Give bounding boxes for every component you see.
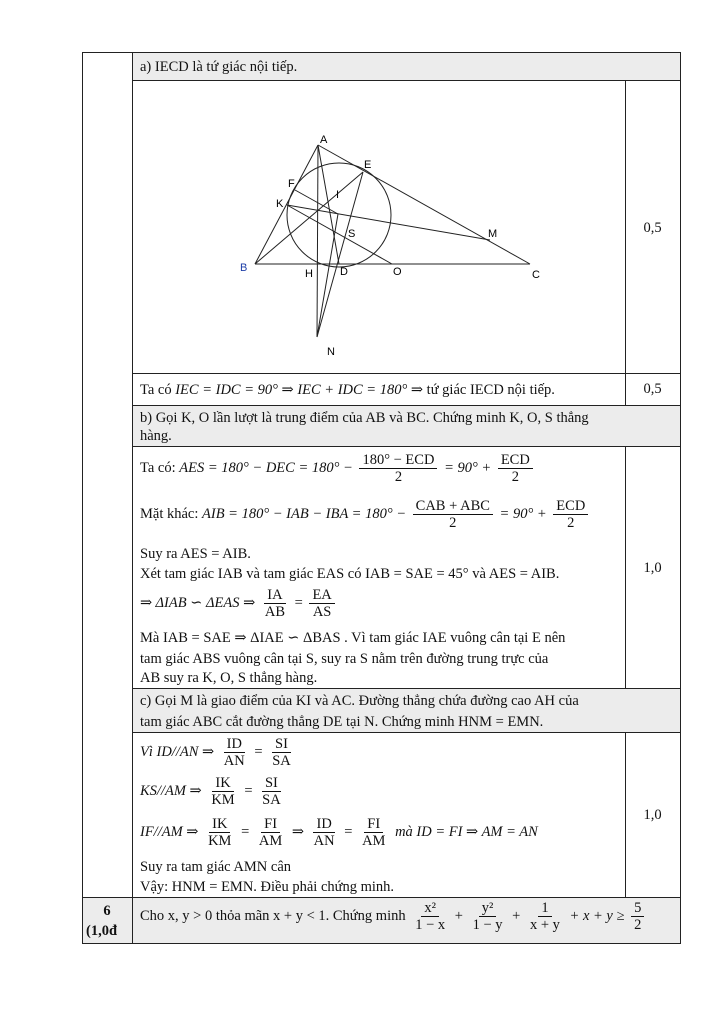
part-b-line1: Ta có: AES = 180° − DEC = 180° − $\frac{\text{180° − ECD}}{2}$ = 90° + $\frac{\text{ECD}}{2}$ (140, 452, 536, 485)
part-c-line1: Vì ID//AN ⇒ $\frac{ID}{AN}$ = $\frac{SI}{SA}$ (140, 736, 291, 769)
segment-IN (317, 214, 338, 337)
label-D: D (340, 266, 348, 278)
circle-outline (287, 163, 391, 267)
segment-EN (317, 172, 363, 337)
segment-BE (255, 172, 363, 264)
part-b-line8: AB suy ra K, O, S thẳng hàng. (140, 670, 318, 686)
label-A: A (320, 134, 328, 146)
part-c-line2: KS//AM ⇒ $\frac{IK}{KM}$ = $\frac{SI}{SA}$ (140, 775, 281, 808)
part-b-line6: Mà IAB = SAE ⇒ ΔIAE ∽ ΔBAS . Vì tam giác IAE vuông cân tại E nên (140, 630, 566, 646)
segment-AC (318, 145, 530, 264)
part-a-figure-score: 0,5 (643, 220, 662, 236)
part-b-line4: Xét tam giác IAB và tam giác EAS có IAB = SAE = 45° và AES = AIB. (140, 566, 560, 582)
label-E: E (364, 159, 372, 171)
question6-statement: Cho x, y > 0 thỏa mãn x + y < 1. Chứng minh $\frac{\text{x²}}{1 - x}$ + $\frac{\text{y²}}{1 - y}$ + $\frac{1}{x + y}$ + x + y ≥ $\frac{5}{2}$ (140, 900, 647, 933)
part-b-line5: ⇒ ΔIAB ∽ ΔEAS ⇒ $\frac{IA}{AB}$ = $\frac{EA}{AS}$ (140, 587, 338, 620)
part-b-header-line1: b) Gọi K, O lần lượt là trung điểm của AB và BC. Chứng minh K, O, S thẳng (140, 410, 589, 426)
label-H: H (305, 268, 313, 280)
part-b-score: 1,0 (643, 560, 662, 576)
label-K: K (276, 198, 284, 210)
label-F: F (288, 178, 295, 190)
label-M: M (488, 228, 498, 240)
part-c-line3: IF//AM ⇒ $\frac{IK}{KM}$ = $\frac{FI}{AM}$ ⇒ $\frac{ID}{AN}$ = $\frac{FI}{AM}$ mà ID = FI ⇒ AM = AN (140, 816, 538, 849)
part-b-header-line2: hàng. (140, 428, 172, 444)
label-B: B (240, 262, 248, 274)
part-c-header-line2: tam giác ABC cắt đường thẳng DE tại N. Chứng minh HNM = EMN. (140, 714, 544, 730)
question6-number: 6 (103, 903, 111, 919)
part-c-line4: Suy ra tam giác AMN cân (140, 859, 292, 875)
geometry-figure (235, 130, 555, 360)
part-a-proof: Ta có IEC = IDC = 90° ⇒ IEC + IDC = 180° ⇒ tứ giác IECD nội tiếp. (140, 382, 555, 398)
segment-AN (317, 145, 318, 337)
part-c-header-line1: c) Gọi M là giao điểm của KI và AC. Đường thẳng chứa đường cao AH của (140, 693, 579, 709)
label-I: I (336, 189, 340, 201)
part-a-header: a) IECD là tứ giác nội tiếp. (140, 59, 298, 75)
label-S: S (348, 228, 356, 240)
part-b-line7: tam giác ABS vuông cân tại S, suy ra S nằm trên đường trung trực của (140, 651, 549, 667)
label-N: N (327, 346, 335, 358)
label-C: C (532, 269, 540, 281)
part-a-proof-score: 0,5 (643, 381, 662, 397)
question6-points: (1,0đ (86, 923, 118, 939)
part-c-score: 1,0 (643, 807, 662, 823)
part-b-line3: Suy ra AES = AIB. (140, 546, 251, 562)
part-b-line2: Mặt khác: AIB = 180° − IAB − IBA = 180° − $\frac{\text{CAB + ABC}}{2}$ = 90° + $\frac{\text{ECD}}{2}$ (140, 498, 591, 531)
segment-AB (255, 145, 318, 264)
label-O: O (393, 266, 402, 278)
part-c-line5: Vậy: HNM = EMN. Điều phải chứng minh. (140, 879, 395, 895)
